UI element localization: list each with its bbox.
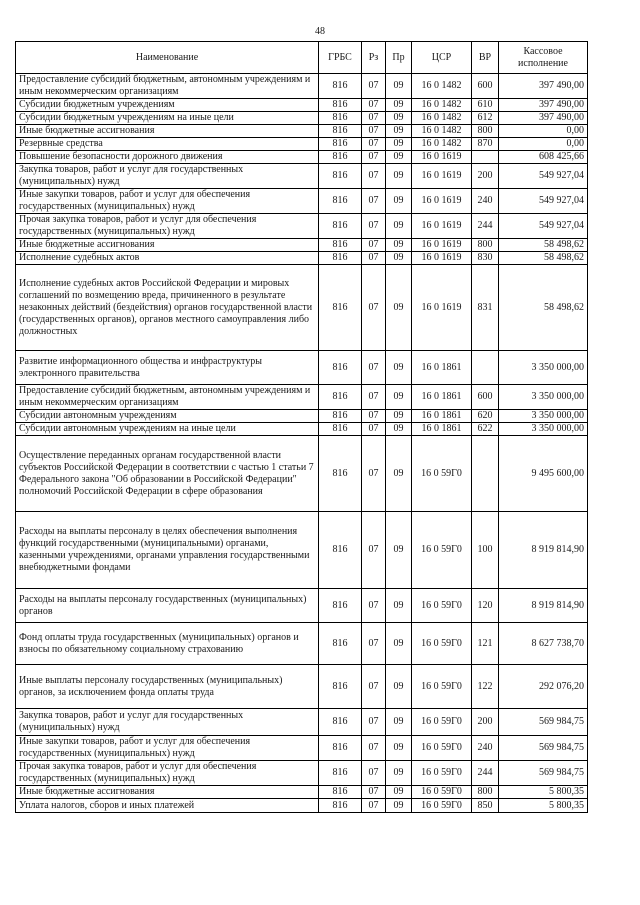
cell-vr <box>472 151 499 164</box>
cell-rz: 07 <box>362 265 386 351</box>
header-pr: Пр <box>386 42 412 74</box>
budget-table <box>15 41 588 813</box>
table-row <box>16 74 588 99</box>
cell-grbs: 816 <box>319 214 362 239</box>
table-row <box>16 351 588 385</box>
cell-grbs: 816 <box>319 761 362 786</box>
cell-grbs: 816 <box>319 736 362 761</box>
cell-rz: 07 <box>362 623 386 665</box>
table-row <box>16 385 588 410</box>
cell-vr: 870 <box>472 138 499 151</box>
cell-name: Развитие информационного общества и инфраструктуры электронного правительства <box>16 351 319 385</box>
cell-csr: 16 0 1861 <box>412 351 472 385</box>
cell-vr: 240 <box>472 736 499 761</box>
cell-csr: 16 0 1619 <box>412 164 472 189</box>
cell-name: Исполнение судебных актов Российской Федерации и мировых соглашений по возмещению вреда, причиненного в результате незаконных действий (бездействия) органов государственной власти (государственных органов), органов местного самоуправления либо должностных <box>16 265 319 351</box>
cell-csr: 16 0 59Г0 <box>412 623 472 665</box>
cell-rz: 07 <box>362 385 386 410</box>
cell-pr: 09 <box>386 151 412 164</box>
cell-vr: 800 <box>472 786 499 799</box>
cell-vr: 850 <box>472 799 499 813</box>
cell-csr: 16 0 1619 <box>412 151 472 164</box>
cell-name: Закупка товаров, работ и услуг для государственных (муниципальных) нужд <box>16 164 319 189</box>
cell-vr <box>472 436 499 512</box>
table-row <box>16 99 588 112</box>
cell-vr: 100 <box>472 512 499 589</box>
table-row <box>16 761 588 786</box>
table-row <box>16 239 588 252</box>
cell-amount: 3 350 000,00 <box>499 423 588 436</box>
page-number: 48 <box>315 26 325 37</box>
cell-grbs: 816 <box>319 239 362 252</box>
cell-vr: 612 <box>472 112 499 125</box>
cell-csr: 16 0 59Г0 <box>412 709 472 736</box>
cell-vr: 244 <box>472 761 499 786</box>
cell-vr <box>472 351 499 385</box>
cell-name: Закупка товаров, работ и услуг для государственных (муниципальных) нужд <box>16 709 319 736</box>
cell-pr: 09 <box>386 239 412 252</box>
table-row <box>16 265 588 351</box>
table-row <box>16 138 588 151</box>
cell-grbs: 816 <box>319 589 362 623</box>
cell-amount: 8 627 738,70 <box>499 623 588 665</box>
cell-amount: 549 927,04 <box>499 214 588 239</box>
cell-vr: 620 <box>472 410 499 423</box>
cell-vr: 831 <box>472 265 499 351</box>
cell-grbs: 816 <box>319 623 362 665</box>
cell-pr: 09 <box>386 265 412 351</box>
cell-csr: 16 0 59Г0 <box>412 665 472 709</box>
cell-name: Субсидии бюджетным учреждениям на иные цели <box>16 112 319 125</box>
cell-vr: 830 <box>472 252 499 265</box>
cell-name: Иные выплаты персоналу государственных (муниципальных) органов, за исключением фонда оплаты труда <box>16 665 319 709</box>
cell-amount: 569 984,75 <box>499 761 588 786</box>
cell-pr: 09 <box>386 512 412 589</box>
table-row <box>16 112 588 125</box>
cell-csr: 16 0 1482 <box>412 112 472 125</box>
cell-rz: 07 <box>362 74 386 99</box>
table-row <box>16 512 588 589</box>
cell-rz: 07 <box>362 709 386 736</box>
cell-rz: 07 <box>362 786 386 799</box>
table-row <box>16 736 588 761</box>
cell-grbs: 816 <box>319 799 362 813</box>
cell-amount: 397 490,00 <box>499 99 588 112</box>
header-name: Наименование <box>16 42 319 74</box>
header-amount: Кассовое исполнение <box>499 42 588 74</box>
cell-vr: 610 <box>472 99 499 112</box>
cell-csr: 16 0 59Г0 <box>412 736 472 761</box>
cell-name: Повышение безопасности дорожного движения <box>16 151 319 164</box>
cell-vr: 122 <box>472 665 499 709</box>
cell-pr: 09 <box>386 736 412 761</box>
cell-csr: 16 0 59Г0 <box>412 589 472 623</box>
cell-rz: 07 <box>362 761 386 786</box>
cell-name: Иные закупки товаров, работ и услуг для обеспечения государственных (муниципальных) нужд <box>16 189 319 214</box>
cell-pr: 09 <box>386 589 412 623</box>
cell-grbs: 816 <box>319 436 362 512</box>
cell-amount: 0,00 <box>499 125 588 138</box>
cell-name: Расходы на выплаты персоналу в целях обеспечения выполнения функций государственными (муниципальными) органами, казенными учреждениями, органами управления государственными внебюджетными фондами <box>16 512 319 589</box>
cell-name: Иные бюджетные ассигнования <box>16 125 319 138</box>
cell-csr: 16 0 1861 <box>412 385 472 410</box>
cell-amount: 397 490,00 <box>499 74 588 99</box>
cell-rz: 07 <box>362 252 386 265</box>
cell-pr: 09 <box>386 665 412 709</box>
cell-amount: 397 490,00 <box>499 112 588 125</box>
cell-csr: 16 0 1619 <box>412 252 472 265</box>
header-grbs: ГРБС <box>319 42 362 74</box>
cell-rz: 07 <box>362 214 386 239</box>
cell-rz: 07 <box>362 189 386 214</box>
cell-amount: 58 498,62 <box>499 252 588 265</box>
cell-csr: 16 0 1619 <box>412 239 472 252</box>
cell-amount: 8 919 814,90 <box>499 589 588 623</box>
cell-pr: 09 <box>386 410 412 423</box>
cell-grbs: 816 <box>319 385 362 410</box>
cell-name: Резервные средства <box>16 138 319 151</box>
cell-csr: 16 0 1861 <box>412 410 472 423</box>
cell-amount: 608 425,66 <box>499 151 588 164</box>
cell-amount: 549 927,04 <box>499 164 588 189</box>
cell-amount: 569 984,75 <box>499 709 588 736</box>
cell-vr: 244 <box>472 214 499 239</box>
cell-rz: 07 <box>362 138 386 151</box>
cell-name: Уплата налогов, сборов и иных платежей <box>16 799 319 813</box>
cell-csr: 16 0 1619 <box>412 265 472 351</box>
table-row <box>16 623 588 665</box>
table-row <box>16 786 588 799</box>
cell-rz: 07 <box>362 151 386 164</box>
cell-csr: 16 0 59Г0 <box>412 799 472 813</box>
cell-vr: 240 <box>472 189 499 214</box>
cell-grbs: 816 <box>319 512 362 589</box>
cell-rz: 07 <box>362 239 386 252</box>
cell-csr: 16 0 1619 <box>412 214 472 239</box>
cell-grbs: 816 <box>319 99 362 112</box>
cell-grbs: 816 <box>319 138 362 151</box>
cell-csr: 16 0 59Г0 <box>412 786 472 799</box>
cell-csr: 16 0 1482 <box>412 74 472 99</box>
cell-rz: 07 <box>362 589 386 623</box>
cell-rz: 07 <box>362 99 386 112</box>
cell-amount: 292 076,20 <box>499 665 588 709</box>
cell-name: Предоставление субсидий бюджетным, автономным учреждениям и иным некоммерческим организациям <box>16 385 319 410</box>
cell-rz: 07 <box>362 423 386 436</box>
cell-csr: 16 0 1861 <box>412 423 472 436</box>
cell-grbs: 816 <box>319 125 362 138</box>
cell-name: Исполнение судебных актов <box>16 252 319 265</box>
cell-grbs: 816 <box>319 410 362 423</box>
cell-name: Фонд оплаты труда государственных (муниципальных) органов и взносы по обязательному социальному страхованию <box>16 623 319 665</box>
table-row <box>16 151 588 164</box>
cell-name: Прочая закупка товаров, работ и услуг для обеспечения государственных (муниципальных) нужд <box>16 214 319 239</box>
cell-name: Субсидии автономным учреждениям <box>16 410 319 423</box>
cell-amount: 5 800,35 <box>499 799 588 813</box>
cell-pr: 09 <box>386 214 412 239</box>
cell-pr: 09 <box>386 385 412 410</box>
cell-pr: 09 <box>386 99 412 112</box>
cell-name: Субсидии автономным учреждениям на иные цели <box>16 423 319 436</box>
cell-grbs: 816 <box>319 151 362 164</box>
cell-name: Предоставление субсидий бюджетным, автономным учреждениям и иным некоммерческим организациям <box>16 74 319 99</box>
cell-vr: 120 <box>472 589 499 623</box>
cell-pr: 09 <box>386 189 412 214</box>
cell-vr: 200 <box>472 164 499 189</box>
cell-csr: 16 0 1482 <box>412 138 472 151</box>
cell-pr: 09 <box>386 125 412 138</box>
cell-csr: 16 0 59Г0 <box>412 436 472 512</box>
cell-csr: 16 0 1482 <box>412 99 472 112</box>
table-row <box>16 164 588 189</box>
cell-name: Иные бюджетные ассигнования <box>16 239 319 252</box>
cell-pr: 09 <box>386 164 412 189</box>
cell-rz: 07 <box>362 736 386 761</box>
cell-grbs: 816 <box>319 112 362 125</box>
table-row <box>16 799 588 813</box>
cell-grbs: 816 <box>319 74 362 99</box>
cell-vr: 600 <box>472 74 499 99</box>
cell-rz: 07 <box>362 799 386 813</box>
cell-grbs: 816 <box>319 351 362 385</box>
cell-name: Осуществление переданных органам государственной власти субъектов Российской Федерации в соответствии с частью 1 статьи 7 Федерального закона "Об образовании в Российской Федерации" полномочий Российской Федерации в сфере образования <box>16 436 319 512</box>
cell-rz: 07 <box>362 512 386 589</box>
cell-name: Субсидии бюджетным учреждениям <box>16 99 319 112</box>
header-vr: ВР <box>472 42 499 74</box>
table-row <box>16 214 588 239</box>
cell-rz: 07 <box>362 410 386 423</box>
cell-rz: 07 <box>362 112 386 125</box>
cell-vr: 600 <box>472 385 499 410</box>
table-row <box>16 125 588 138</box>
cell-amount: 9 495 600,00 <box>499 436 588 512</box>
cell-grbs: 816 <box>319 189 362 214</box>
table-row <box>16 252 588 265</box>
cell-grbs: 816 <box>319 665 362 709</box>
cell-name: Прочая закупка товаров, работ и услуг для обеспечения государственных (муниципальных) нужд <box>16 761 319 786</box>
cell-grbs: 816 <box>319 786 362 799</box>
cell-amount: 5 800,35 <box>499 786 588 799</box>
cell-pr: 09 <box>386 74 412 99</box>
cell-grbs: 816 <box>319 265 362 351</box>
table-header-row <box>16 42 588 74</box>
cell-vr: 622 <box>472 423 499 436</box>
cell-amount: 58 498,62 <box>499 265 588 351</box>
table-row <box>16 410 588 423</box>
cell-amount: 3 350 000,00 <box>499 385 588 410</box>
cell-pr: 09 <box>386 112 412 125</box>
cell-vr: 200 <box>472 709 499 736</box>
cell-amount: 3 350 000,00 <box>499 351 588 385</box>
cell-pr: 09 <box>386 799 412 813</box>
cell-amount: 569 984,75 <box>499 736 588 761</box>
cell-name: Иные закупки товаров, работ и услуг для обеспечения государственных (муниципальных) нужд <box>16 736 319 761</box>
cell-pr: 09 <box>386 138 412 151</box>
cell-grbs: 816 <box>319 164 362 189</box>
cell-pr: 09 <box>386 709 412 736</box>
table-row <box>16 423 588 436</box>
cell-vr: 121 <box>472 623 499 665</box>
cell-vr: 800 <box>472 239 499 252</box>
cell-csr: 16 0 1619 <box>412 189 472 214</box>
cell-csr: 16 0 59Г0 <box>412 761 472 786</box>
cell-name: Иные бюджетные ассигнования <box>16 786 319 799</box>
table-row <box>16 189 588 214</box>
cell-pr: 09 <box>386 351 412 385</box>
cell-name: Расходы на выплаты персоналу государственных (муниципальных) органов <box>16 589 319 623</box>
cell-amount: 549 927,04 <box>499 189 588 214</box>
cell-rz: 07 <box>362 665 386 709</box>
cell-pr: 09 <box>386 761 412 786</box>
table-row <box>16 709 588 736</box>
cell-amount: 0,00 <box>499 138 588 151</box>
cell-pr: 09 <box>386 623 412 665</box>
header-rz: Рз <box>362 42 386 74</box>
cell-pr: 09 <box>386 786 412 799</box>
cell-csr: 16 0 59Г0 <box>412 512 472 589</box>
cell-pr: 09 <box>386 252 412 265</box>
cell-grbs: 816 <box>319 423 362 436</box>
cell-amount: 3 350 000,00 <box>499 410 588 423</box>
cell-grbs: 816 <box>319 709 362 736</box>
cell-rz: 07 <box>362 436 386 512</box>
table-row <box>16 589 588 623</box>
table-row <box>16 665 588 709</box>
cell-vr: 800 <box>472 125 499 138</box>
cell-grbs: 816 <box>319 252 362 265</box>
cell-rz: 07 <box>362 351 386 385</box>
cell-rz: 07 <box>362 125 386 138</box>
cell-csr: 16 0 1482 <box>412 125 472 138</box>
cell-amount: 8 919 814,90 <box>499 512 588 589</box>
header-csr: ЦСР <box>412 42 472 74</box>
cell-pr: 09 <box>386 436 412 512</box>
cell-rz: 07 <box>362 164 386 189</box>
cell-amount: 58 498,62 <box>499 239 588 252</box>
table-row <box>16 436 588 512</box>
cell-pr: 09 <box>386 423 412 436</box>
